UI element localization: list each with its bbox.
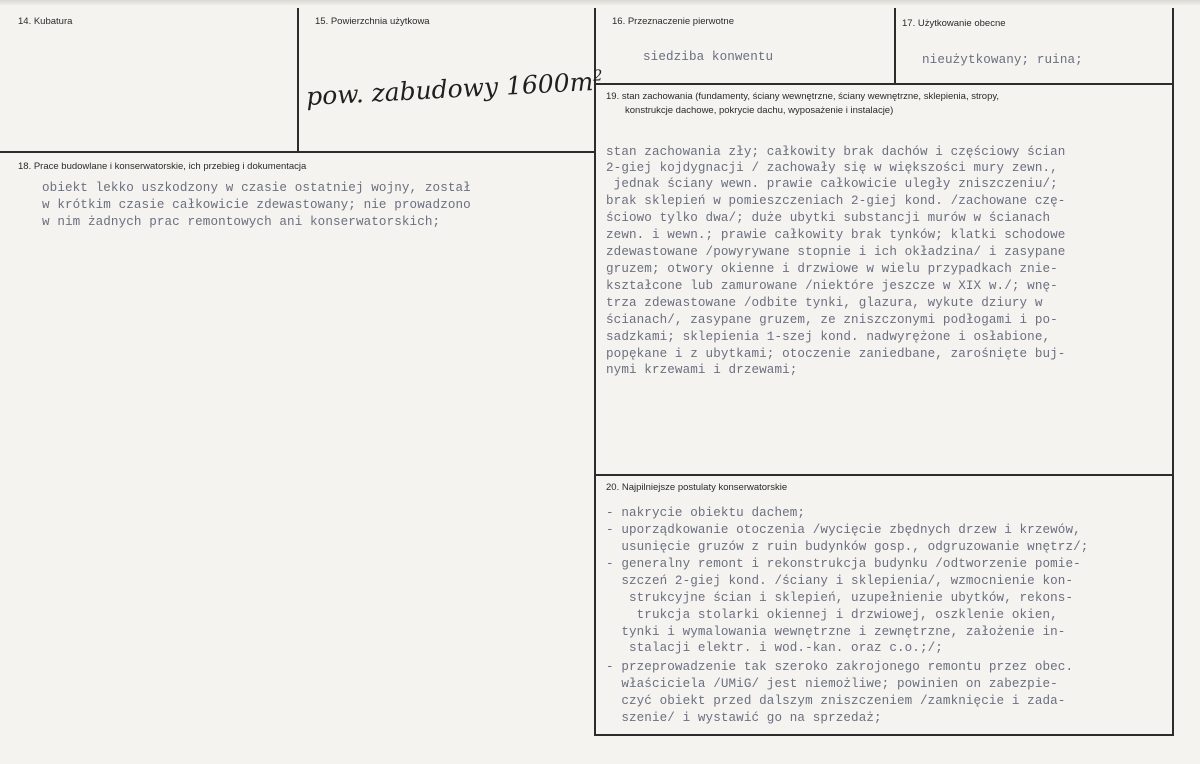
field-15-unit-exponent: 2 <box>592 66 603 85</box>
field-20-line: - nakrycie obiektu dachem; <box>606 506 806 520</box>
divider-row-18 <box>0 151 596 153</box>
field-19-line: ściowo tylko dwa/; duże ubytki substancji murów w ścianach <box>606 211 1051 225</box>
field-19-line: zdewastowane /powyrywane stopnie i ich okładzina/ i zasypane <box>606 245 1066 259</box>
field-20-line: - generalny remont i rekonstrukcja budynku /odtworzenie pomie- <box>606 557 1081 571</box>
field-20-line: szczeń 2-giej kond. /ściany i sklepienia/, wzmocnienie kon- <box>606 574 1074 588</box>
field-18-line: obiekt lekko uszkodzony w czasie ostatniej wojny, został <box>42 181 471 195</box>
field-20-line: szenie/ i wystawić go na sprzedaż; <box>606 711 882 725</box>
field-15-label: 15. Powierzchnia użytkowa <box>315 16 430 27</box>
field-20-line: - przeprowadzenie tak szeroko zakrojonego remontu przez obec. <box>606 660 1074 674</box>
field-19-line: kształcone lub zamurowane /niektóre jeszcze w XIX w./; wnę- <box>606 279 1058 293</box>
divider-16-17 <box>894 8 896 84</box>
divider-row-20 <box>596 474 1173 476</box>
field-19-label-line-2: konstrukcje dachowe, pokrycie dachu, wyposażenie i instalacje) <box>625 105 894 116</box>
field-18-label: 18. Prace budowlane i konserwatorskie, ich przebieg i dokumentacja <box>18 161 307 172</box>
field-19-line: brak sklepień w pomieszczeniach 2-giej kond. /zachowane czę- <box>606 194 1066 208</box>
field-20-line: tynki i wymalowania wewnętrzne i zewnętrzne, założenie in- <box>606 625 1066 639</box>
field-20-label: 20. Najpilniejsze postulaty konserwatorskie <box>606 482 788 493</box>
field-19-line: jednak ściany wewn. prawie całkowicie uległy zniszczeniu/; <box>606 177 1058 191</box>
field-18-line: w nim żadnych prac remontowych ani konserwatorskich; <box>42 215 441 229</box>
divider-15-16 <box>594 8 596 736</box>
field-20-line: strukcyjne ścian i sklepień, uzupełnienie ubytków, rekons- <box>606 591 1074 605</box>
field-16-value: siedziba konwentu <box>643 50 774 64</box>
field-20-line: właściciela /UMiG/ jest niemożliwe; powinien on zabezpie- <box>606 677 1058 691</box>
field-16-label: 16. Przeznaczenie pierwotne <box>612 16 734 27</box>
divider-bottom <box>596 734 1173 736</box>
field-20-line: - uporządkowanie otoczenia /wycięcie zbędnych drzew i krzewów, <box>606 523 1081 537</box>
field-19-line: popękane i z ubytkami; otoczenie zaniedbane, zarośnięte buj- <box>606 347 1066 361</box>
field-17-label: 17. Użytkowanie obecne <box>902 18 1006 29</box>
divider-14-15 <box>297 8 299 153</box>
field-20-line: stalacji elektr. i wod.-kan. oraz c.o.;/; <box>606 641 943 655</box>
field-20-line: trukcja stolarki okiennej i drzwiowej, oszklenie okien, <box>606 608 1058 622</box>
field-19-line: ścianach/, zasypane gruzem, ze zniszczonymi podłogami i po- <box>606 313 1058 327</box>
field-18-line: w krótkim czasie całkowicie zdewastowany; nie prowadzono <box>42 198 471 212</box>
card-top-edge <box>0 0 1200 6</box>
divider-right-edge <box>1172 8 1174 736</box>
field-17-value: nieużytkowany; ruina; <box>922 53 1083 67</box>
field-15-unit: m <box>568 67 595 98</box>
field-19-line: gruzem; otwory okienne i drzwiowe w wielu przypadkach znie- <box>606 262 1058 276</box>
field-19-label-line-1: 19. stan zachowania (fundamenty, ściany wewnętrzne, ściany wewnętrzne, sklepienia, stropy, <box>606 91 1000 102</box>
field-19-line: sadzkami; sklepienia 1-szej kond. nadwyrężone i osłabione, <box>606 330 1051 344</box>
field-14-label: 14. Kubatura <box>18 16 73 27</box>
field-19-line: nymi krzewami i drzewami; <box>606 363 798 377</box>
field-15-handwritten-value <box>305 66 603 111</box>
field-20-line: usunięcie gruzów z ruin budynków gosp., odgruzowanie wnętrz/; <box>606 540 1089 554</box>
field-19-line: 2-giej kojdygnacji / zachowały się w większości mury zewn., <box>606 161 1058 175</box>
field-20-line: czyć obiekt przed dalszym zniszczeniem /zamknięcie i zada- <box>606 694 1066 708</box>
field-19-line: stan zachowania zły; całkowity brak dachów i częściowy ścian <box>606 145 1066 159</box>
field-19-line: zewn. i wewn.; prawie całkowity brak tynków; klatki schodowe <box>606 228 1066 242</box>
field-15-value-text: pow. zabudowy 1600 <box>305 68 571 112</box>
divider-row-17 <box>596 83 1173 85</box>
field-19-line: trza zdewastowane /odbite tynki, glazura, wykute dziury w <box>606 296 1043 310</box>
